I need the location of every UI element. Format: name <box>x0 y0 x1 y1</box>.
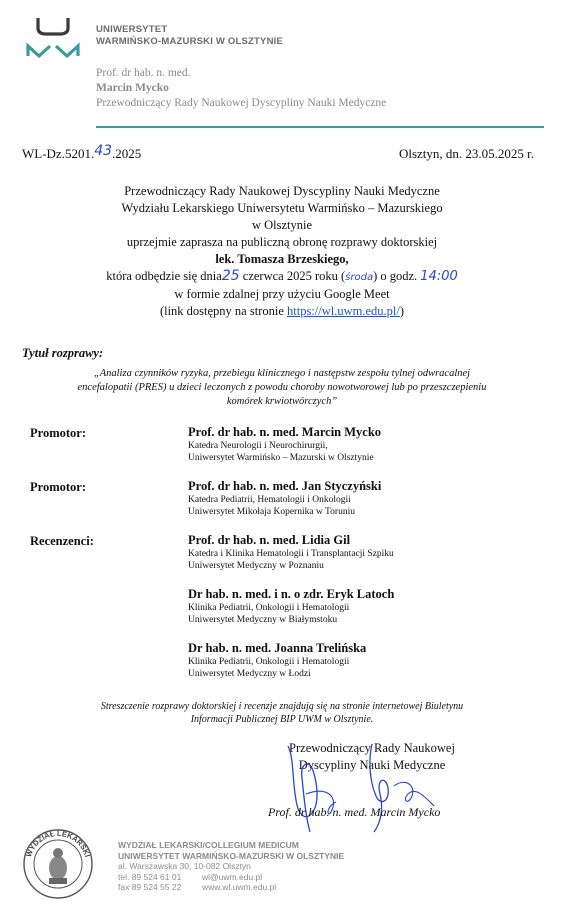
invitation-line-2: Wydziału Lekarskiego Uniwersytetu Warmińsko – Mazurskiego <box>121 201 443 215</box>
summary-note-line-1: Streszczenie rozprawy doktorskiej i recenzje znajdują się na stronie internetowej Biuletynu <box>100 701 464 712</box>
footer-fax-row <box>118 882 344 893</box>
handwritten-time: 14:00 <box>420 269 458 284</box>
footer-email[interactable]: wl@uwm.edu.pl <box>202 871 263 882</box>
invitation-block <box>0 183 564 320</box>
promotor-label-2: Promotor: <box>30 480 86 494</box>
faculty-stamp <box>22 828 94 900</box>
defense-date-line: która odbędzie się dnia25 czerwca 2025 roku (środa) o godz. 14:00 <box>106 268 458 284</box>
reviewer-1-affiliation-1: Katedra i Klinika Hematologii i Transplantacji Szpiku <box>188 549 394 559</box>
promotor-1-affiliation-1: Katedra Neurologii i Neurochirurgii, <box>188 441 328 451</box>
handwritten-weekday: środa <box>345 272 374 283</box>
signature-name: Prof. dr hab. n. med. Marcin Mycko <box>268 805 441 819</box>
candidate-name: lek. Tomasza Brzeskiego, <box>215 252 349 266</box>
reviewer-3-name: Dr hab. n. med. Joanna Trelińska <box>188 641 367 655</box>
handwritten-case-number: 43 <box>94 143 113 159</box>
university-name <box>96 24 283 48</box>
place-date: Olsztyn, dn. 23.05.2025 r. <box>398 146 534 161</box>
signature-role-line-1: Przewodniczący Rady Naukowej <box>289 741 455 755</box>
reviewer-2-name: Dr hab. n. med. i n. o zdr. Eryk Latoch <box>188 587 395 601</box>
thesis-title <box>0 367 564 409</box>
thesis-title-line-3: komórek krwiotwórczych” <box>226 396 338 407</box>
header-divider <box>96 126 544 128</box>
promotor-1 <box>188 425 381 464</box>
promotor-2-affiliation-2: Uniwersytet Mikołaja Kopernika w Toruniu <box>188 507 355 517</box>
handwritten-signature <box>276 738 446 838</box>
footer-faculty: WYDZIAŁ LEKARSKI/COLLEGIUM MEDICUM <box>118 840 299 850</box>
invitation-line-4: uprzejmie zaprasza na publiczną obronę rozprawy doktorskiej <box>126 235 438 249</box>
sender-title: Prof. dr hab. n. med. <box>96 67 191 79</box>
footer-university: UNIWERSYTET WARMIŃSKO-MAZURSKI W OLSZTYNIE <box>118 850 345 861</box>
promotor-label-1: Promotor: <box>30 426 86 440</box>
meeting-link[interactable]: https://wl.uwm.edu.pl/ <box>287 304 400 318</box>
invitation-format: w formie zdalnej przy użyciu Google Meet <box>174 287 390 301</box>
promotor-2-name: Prof. dr hab. n. med. Jan Styczyński <box>188 479 382 493</box>
promotor-2 <box>188 479 381 518</box>
meeting-link-line: (link dostępny na stronie https://wl.uwm.edu.pl/) <box>159 304 405 318</box>
reviewer-1-name: Prof. dr hab. n. med. Lidia Gil <box>188 533 351 547</box>
reviewer-1-affiliation-2: Uniwersytet Medyczny w Poznaniu <box>188 561 324 571</box>
university-name-line2: WARMIŃSKO-MAZURSKI W OLSZTYNIE <box>96 36 284 47</box>
footer-fax: fax 89 524 55 22 <box>118 882 182 892</box>
stamp-text: WYDZIAŁ LEKARSKI <box>23 828 93 859</box>
university-logo <box>26 14 80 58</box>
summary-note <box>0 700 564 726</box>
reviewer-3 <box>188 641 366 680</box>
summary-note-line-2: Informacji Publicznej BIP UWM w Olsztynie. <box>190 714 374 725</box>
sender-block <box>96 66 386 111</box>
reviewer-2-affiliation-2: Uniwersytet Medyczny w Białymstoku <box>188 615 338 625</box>
reviewer-3-affiliation-2: Uniwersytet Medyczny w Łodzi <box>188 669 311 679</box>
handwritten-day: 25 <box>221 268 240 284</box>
invitation-line-3: w Olsztynie <box>251 218 313 232</box>
sender-name: Marcin Mycko <box>96 82 169 94</box>
reference-number: WL-Dz.5201.43.2025 <box>22 143 142 161</box>
thesis-title-line-1: „Analiza czynników ryzyka, przebiegu klinicznego i następstw zespołu tylnej odwracalnej <box>93 368 471 379</box>
footer-web[interactable]: www.wl.uwm.edu.pl <box>202 882 277 892</box>
reviewer-2-affiliation-1: Klinika Pediatrii, Onkologii i Hematologii <box>188 603 350 613</box>
sender-role: Przewodniczący Rady Naukowej Dyscypliny Nauki Medyczne <box>96 97 387 109</box>
promotor-1-name: Prof. dr hab. n. med. Marcin Mycko <box>188 425 382 439</box>
thesis-label: Tytuł rozprawy: <box>22 346 104 360</box>
signature-role-line-2: Dyscypliny Nauki Medyczne <box>298 758 446 772</box>
footer-phone-row <box>118 872 344 883</box>
invitation-line-1: Przewodniczący Rady Naukowej Dyscypliny Nauki Medyczne <box>124 184 440 198</box>
reviewer-1 <box>188 533 394 572</box>
university-name-line1: UNIWERSYTET <box>96 24 168 35</box>
footer-phone: tel. 89 524 61 01 <box>118 871 182 882</box>
footer-block <box>118 840 344 893</box>
thesis-title-line-2: encefalopatii (PRES) u dzieci leczonych z powodu choroby nowotworowej lub po przeszczepieniu <box>77 382 487 393</box>
reviewer-3-affiliation-1: Klinika Pediatrii, Onkologii i Hematologii <box>188 657 350 667</box>
reviewers-label: Recenzenci: <box>30 534 94 548</box>
reviewer-2 <box>188 587 394 626</box>
footer-address: al. Warszawska 30, 10-082 Olsztyn <box>118 861 251 871</box>
promotor-2-affiliation-1: Katedra Pediatrii, Hematologii i Onkologii <box>188 495 351 505</box>
promotor-1-affiliation-2: Uniwersytet Warmińsko – Mazurski w Olsztynie <box>188 453 374 463</box>
